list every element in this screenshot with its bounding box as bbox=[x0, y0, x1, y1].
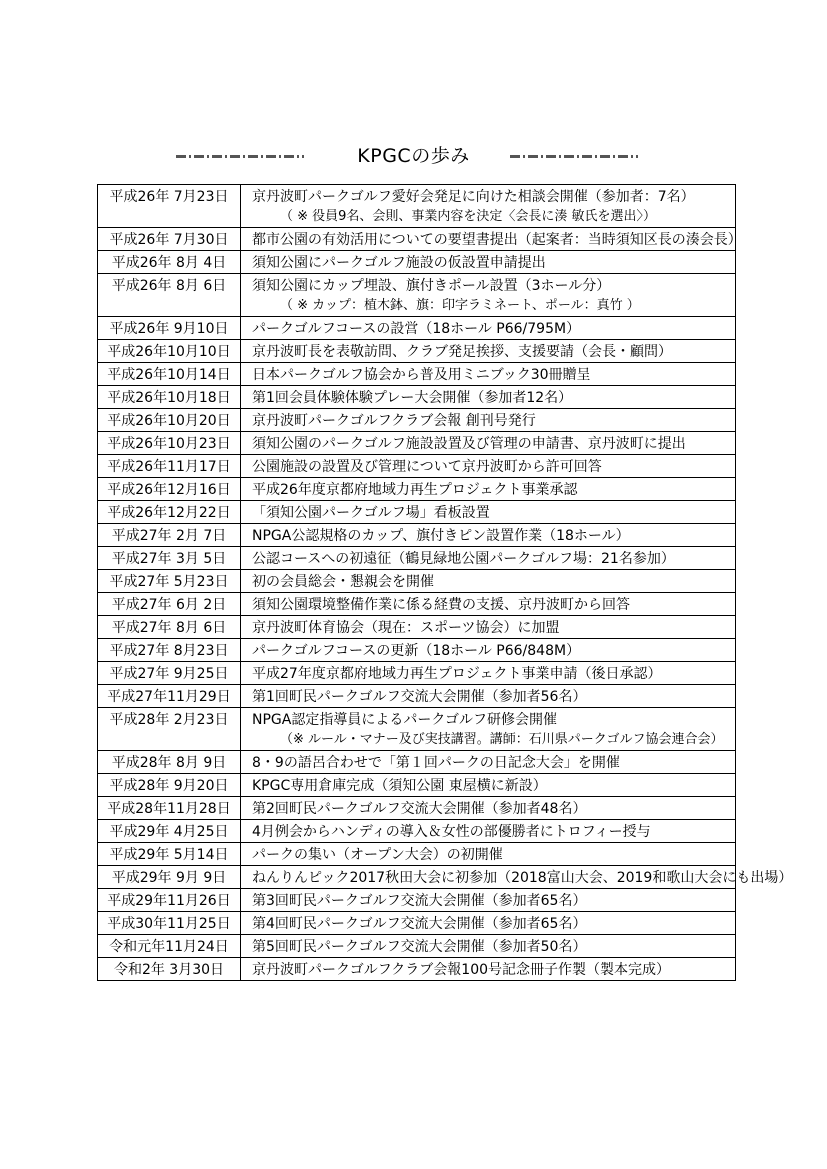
table-row bbox=[98, 317, 736, 340]
event-cell bbox=[241, 478, 736, 501]
event-note: （ ※ カップ：植木鉢、旗：印字ラミネート、ポール：真竹 ） bbox=[280, 298, 640, 313]
table-row bbox=[98, 774, 736, 797]
event-cell bbox=[241, 547, 736, 570]
event-text: KPGC専用倉庫完成（須知公園 東屋横に新設） bbox=[252, 778, 547, 794]
date-cell: 平成26年 8月 6日 bbox=[98, 274, 241, 317]
date-cell: 平成29年 9月 9日 bbox=[98, 866, 241, 889]
event-note: （ ※ 役員9名、会則、事業内容を決定〈会長に湊 敏氏を選出〉） bbox=[280, 209, 657, 224]
event-cell bbox=[241, 685, 736, 708]
event-cell bbox=[241, 889, 736, 912]
event-text: 第3回町民パークゴルフ交流大会開催（参加者65名） bbox=[252, 893, 587, 909]
table-row bbox=[98, 251, 736, 274]
event-cell bbox=[241, 386, 736, 409]
history-table bbox=[97, 184, 793, 981]
history-table-body bbox=[98, 185, 793, 981]
date-cell: 平成29年 4月25日 bbox=[98, 820, 241, 843]
date-cell: 平成26年10月23日 bbox=[98, 432, 241, 455]
table-row bbox=[98, 455, 736, 478]
date-cell: 平成29年11月26日 bbox=[98, 889, 241, 912]
event-cell bbox=[241, 593, 736, 616]
table-row bbox=[98, 363, 736, 386]
date-cell: 平成27年11月29日 bbox=[98, 685, 241, 708]
event-text: 平成27年度京都府地域力再生プロジェクト事業申請（後日承認） bbox=[252, 666, 662, 682]
table-row bbox=[98, 386, 736, 409]
date-cell: 平成26年10月20日 bbox=[98, 409, 241, 432]
event-text: 京丹波町パークゴルフクラブ会報 創刊号発行 bbox=[252, 413, 536, 429]
event-cell bbox=[241, 317, 736, 340]
date-cell: 平成26年11月17日 bbox=[98, 455, 241, 478]
event-note: （※ ルール・マナー及び実技講習。講師：石川県パークゴルフ協会連合会） bbox=[280, 732, 724, 747]
table-row bbox=[98, 889, 736, 912]
event-cell bbox=[241, 251, 736, 274]
event-cell bbox=[241, 751, 736, 774]
event-cell bbox=[241, 228, 742, 251]
table-row bbox=[98, 524, 736, 547]
page-header bbox=[0, 143, 827, 169]
date-cell: 平成29年 5月14日 bbox=[98, 843, 241, 866]
date-cell: 平成26年12月16日 bbox=[98, 478, 241, 501]
table-row bbox=[98, 616, 736, 639]
table-row bbox=[98, 843, 736, 866]
date-cell: 平成26年10月14日 bbox=[98, 363, 241, 386]
event-cell bbox=[241, 797, 736, 820]
event-cell bbox=[241, 274, 736, 317]
table-row bbox=[98, 547, 736, 570]
event-text: 公園施設の設置及び管理について京丹波町から許可回答 bbox=[252, 459, 602, 475]
event-text: 第4回町民パークゴルフ交流大会開催（参加者65名） bbox=[252, 916, 587, 932]
event-cell bbox=[241, 570, 736, 593]
event-cell bbox=[241, 820, 736, 843]
event-text: ねんりんピック2017秋田大会に初参加（2018富山大会、2019和歌山大会にも出場） bbox=[252, 870, 793, 886]
event-cell bbox=[241, 935, 736, 958]
date-cell: 平成30年11月25日 bbox=[98, 912, 241, 935]
table-row bbox=[98, 639, 736, 662]
event-cell bbox=[241, 774, 736, 797]
table-row bbox=[98, 274, 736, 317]
date-cell: 平成27年 2月 7日 bbox=[98, 524, 241, 547]
event-text: 京丹波町パークゴルフ愛好会発足に向けた相談会開催（参加者：7名） bbox=[252, 189, 695, 205]
event-cell bbox=[241, 958, 736, 981]
date-cell: 平成27年 8月23日 bbox=[98, 639, 241, 662]
event-text: 「須知公園パークゴルフ場」看板設置 bbox=[252, 505, 490, 521]
table-row bbox=[98, 797, 736, 820]
table-row bbox=[98, 185, 736, 228]
date-cell: 平成26年12月22日 bbox=[98, 501, 241, 524]
event-text: NPGA公認規格のカップ、旗付きピン設置作業（18ホール） bbox=[252, 528, 630, 544]
event-cell bbox=[241, 409, 736, 432]
table-row bbox=[98, 409, 736, 432]
event-text: 第1回町民パークゴルフ交流大会開催（参加者56名） bbox=[252, 689, 587, 705]
date-cell: 平成28年 8月 9日 bbox=[98, 751, 241, 774]
event-cell bbox=[241, 340, 736, 363]
table-row bbox=[98, 820, 736, 843]
date-cell: 令和元年11月24日 bbox=[98, 935, 241, 958]
date-cell: 平成26年10月18日 bbox=[98, 386, 241, 409]
table-row bbox=[98, 501, 736, 524]
table-row bbox=[98, 340, 736, 363]
event-text: 第1回会員体験体験プレー大会開催（参加者12名） bbox=[252, 390, 573, 406]
date-cell: 平成27年 8月 6日 bbox=[98, 616, 241, 639]
event-cell bbox=[241, 843, 736, 866]
event-text: パークの集い（オープン大会）の初開催 bbox=[252, 847, 503, 863]
event-text: 公認コースへの初遠征（鶴見緑地公園パークゴルフ場：21名参加） bbox=[252, 551, 675, 567]
event-cell bbox=[241, 866, 793, 889]
date-cell: 平成28年 9月20日 bbox=[98, 774, 241, 797]
event-text: 須知公園にカップ埋設、旗付きポール設置（3ホール分） bbox=[252, 278, 611, 294]
table-row bbox=[98, 478, 736, 501]
event-cell bbox=[241, 432, 736, 455]
event-cell bbox=[241, 185, 736, 228]
event-text: 4月例会からハンディの導入＆女性の部優勝者にトロフィー授与 bbox=[252, 824, 651, 840]
date-cell: 令和2年 3月30日 bbox=[98, 958, 241, 981]
table-row bbox=[98, 685, 736, 708]
event-cell bbox=[241, 501, 736, 524]
date-cell: 平成28年 2月23日 bbox=[98, 708, 241, 751]
date-cell: 平成26年 7月23日 bbox=[98, 185, 241, 228]
event-text: 須知公園のパークゴルフ施設設置及び管理の申請書、京丹波町に提出 bbox=[252, 436, 686, 452]
event-cell bbox=[241, 524, 736, 547]
table-row bbox=[98, 570, 736, 593]
date-cell: 平成26年10月10日 bbox=[98, 340, 241, 363]
table-row bbox=[98, 866, 736, 889]
date-cell: 平成27年 6月 2日 bbox=[98, 593, 241, 616]
event-text: 須知公園にパークゴルフ施設の仮設置申請提出 bbox=[252, 255, 546, 271]
event-text: 平成26年度京都府地域力再生プロジェクト事業承認 bbox=[252, 482, 578, 498]
event-cell bbox=[241, 616, 736, 639]
table-row bbox=[98, 751, 736, 774]
event-text: 京丹波町体育協会（現在：スポーツ協会）に加盟 bbox=[252, 620, 560, 636]
event-text: 8・9の語呂合わせで「第１回パークの日記念大会」を開催 bbox=[252, 755, 620, 771]
event-cell bbox=[241, 662, 736, 685]
event-text: NPGA認定指導員によるパークゴルフ研修会開催 bbox=[252, 712, 558, 728]
event-cell bbox=[241, 363, 736, 386]
table-row bbox=[98, 228, 736, 251]
date-cell: 平成27年 5月23日 bbox=[98, 570, 241, 593]
event-text: 初の会員総会・懇親会を開催 bbox=[252, 574, 434, 590]
event-text: 第2回町民パークゴルフ交流大会開催（参加者48名） bbox=[252, 801, 587, 817]
decorative-rule-right bbox=[510, 155, 638, 158]
date-cell: 平成26年 7月30日 bbox=[98, 228, 241, 251]
date-cell: 平成26年 8月 4日 bbox=[98, 251, 241, 274]
event-cell bbox=[241, 455, 736, 478]
date-cell: 平成26年 9月10日 bbox=[98, 317, 241, 340]
event-text: パークゴルフコースの更新（18ホール P66/848M） bbox=[252, 643, 581, 659]
event-text: 第5回町民パークゴルフ交流大会開催（参加者50名） bbox=[252, 939, 587, 955]
table-row bbox=[98, 958, 736, 981]
event-text: 日本パークゴルフ協会から普及用ミニブック30冊贈呈 bbox=[252, 367, 591, 383]
event-cell bbox=[241, 708, 736, 751]
event-cell bbox=[241, 912, 736, 935]
event-text: パークゴルフコースの設営（18ホール P66/795M） bbox=[252, 321, 581, 337]
table-row bbox=[98, 432, 736, 455]
table-row bbox=[98, 912, 736, 935]
table-row bbox=[98, 708, 736, 751]
table-row bbox=[98, 935, 736, 958]
event-text: 須知公園環境整備作業に係る経費の支援、京丹波町から回答 bbox=[252, 597, 630, 613]
date-cell: 平成28年11月28日 bbox=[98, 797, 241, 820]
event-text: 京丹波町パークゴルフクラブ会報100号記念冊子作製（製本完成） bbox=[252, 962, 671, 978]
page-title: KPGCの歩み bbox=[357, 145, 470, 167]
table-row bbox=[98, 662, 736, 685]
event-text: 京丹波町長を表敬訪問、クラブ発足挨拶、支援要請（会長・顧問） bbox=[252, 344, 672, 360]
date-cell: 平成27年 9月25日 bbox=[98, 662, 241, 685]
table-row bbox=[98, 593, 736, 616]
event-text: 都市公園の有効活用についての要望書提出（起案者：当時須知区長の湊会長） bbox=[252, 232, 742, 248]
date-cell: 平成27年 3月 5日 bbox=[98, 547, 241, 570]
event-cell bbox=[241, 639, 736, 662]
